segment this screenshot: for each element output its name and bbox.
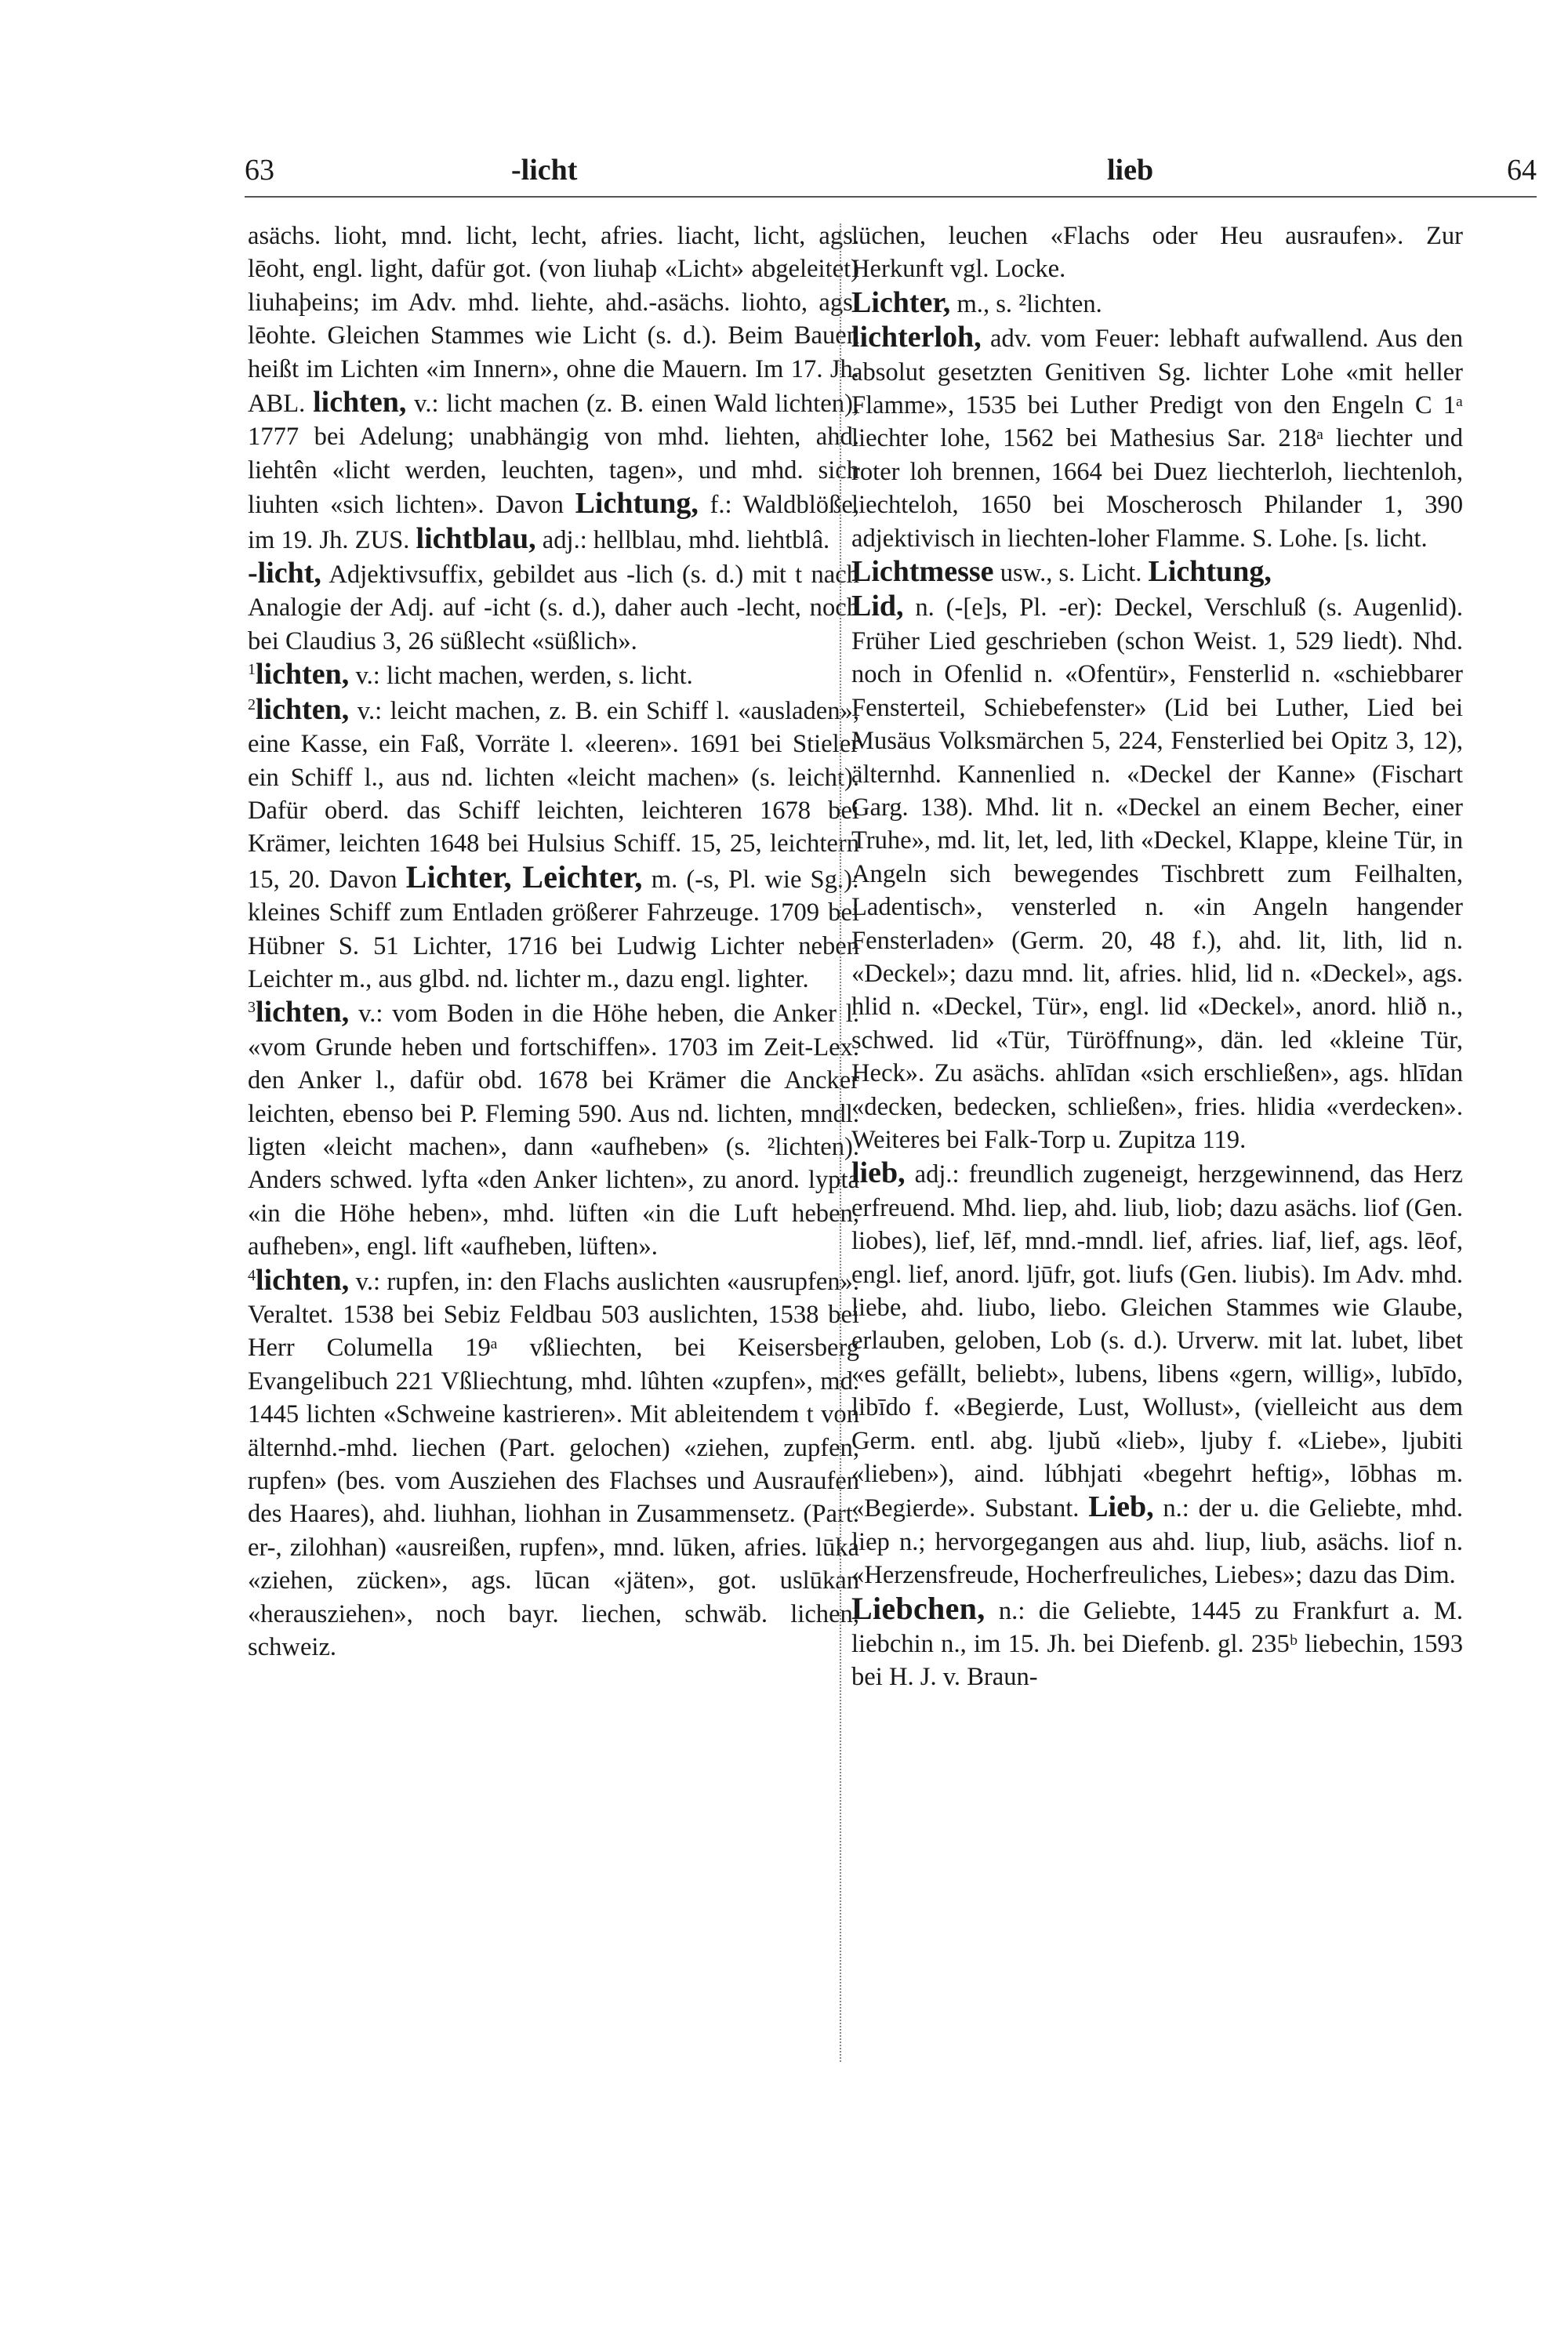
entry-licht-suffix: -licht, Adjektivsuffix, gebildet aus -lich (s. d.) mit t nach Analogie der Adj. auf -icht (s. d.), daher auch -lecht, noch bei Claudius 3, 26 süßlecht «süßlich». [248, 557, 859, 655]
entry-lichter: Lichter, m., s. ²lichten. [851, 285, 1102, 319]
entry-lichterloh: lichterloh, adv. vom Feuer: lebhaft aufwallend. Aus den absolut gesetzten Genitiven Sg. lichter Lohe «mit heller Flamme», 1535 bei Luther Predigt von den Engeln C 1ᵃ liechter lohe, 1562 bei Mathesius Sar. 218ᵃ liechter und roter loh brennen, 1664 bei Duez liechterloh, liechtenloh, liechteloh, 1650 bei Moscherosch Philander 1, 390 adjektivisch in liechten-loher Flamme. S. Lohe. [s. licht. [851, 321, 1463, 553]
column-divider [840, 223, 841, 2062]
header-rule [245, 196, 1537, 198]
headword-lid: Lid, [851, 590, 904, 623]
headword-lieb-noun: Lieb, [1088, 1490, 1154, 1524]
headword-lichtblau: lichtblau, [416, 521, 536, 555]
headword-liebchen: Liebchen, [851, 1590, 985, 1626]
headword-lichten-1: lichten, [256, 658, 350, 691]
headword-lichtung-ref: Lichtung, [1148, 555, 1272, 589]
entry-lichten-3: $^3$lichten, v.: vom Boden in die Höhe heben, die Anker l. «vom Grunde heben und fortschiffen». 1703 im Zeit-Lex. den Anker l., dafür obd. 1678 bei Krämer die Ancker leichten, ebenso bei P. Fleming 590. Aus nd. lichten, mndl. ligten «leicht machen», dann «aufheben» (s. ²lichten). Anders schwed. lyfta «den Anker lichten», zu anord. lypta «in die Höhe heben», mhd. lüften «in die Luft heben, aufheben», engl. lift «aufheben, lüften». [248, 996, 859, 1261]
entry-lichten-4: $^4$lichten, v.: rupfen, in: den Flachs auslichten «ausrupfen». Veraltet. 1538 bei Sebiz Feldbau 503 auslichten, 1538 bei Herr Columella 19ᵃ vßliechten, bei Keisersberg Evangelibuch 221 Vßliechtung, mhd. lûhten «zupfen», md. 1445 lichten «Schweine kastrieren». Mit ableitendem t von älternhd.-mhd. liechen (Part. gelochen) «ziehen, zupfen, rupfen» (bes. vom Ausziehen des Flachses und Ausraufen des Haares), ahd. liuhhan, liohhan in Zusammensetz. (Part. er-, zilohhan) «ausreißen, rupfen», mnd. lūken, afries. lūka «ziehen, zücken», ags. lūcan «jäten», got. uslūkan «herausziehen», noch bayr. liechen, schwäb. lichen, schweiz. [248, 1263, 859, 1662]
entry-lichten-1: $^1$lichten, v.: licht machen, werden, s. licht. [248, 658, 693, 691]
right-page-number: 64 [1507, 154, 1537, 187]
entry-lichtmesse: Lichtmesse usw., s. Licht. Lichtung, [851, 555, 1272, 589]
right-guide-word: lieb [1107, 154, 1154, 187]
left-column [248, 220, 859, 1664]
left-guide-word: -licht [511, 154, 578, 187]
entry-lid: Lid, n. (-[e]s, Pl. -er): Deckel, Verschluß (s. Augenlid). Früher Lied geschrieben (schon Weist. 1, 529 liedt). Nhd. noch in Ofenlid n. «Ofentür», Fensterlid n. «schiebbarer Fensterteil, Schiebefenster» (Lid bei Luther, Lied bei Musäus Volksmärchen 5, 224, Fensterlied bei Opitz 3, 12), älternhd. Kannenlied n. «Deckel der Kanne» (Fischart Garg. 138). Mhd. lit n. «Deckel an einem Becher, einer Truhe», md. lit, let, led, lith «Deckel, Klappe, kleine Tür, in Angeln sich bewegendes Tischbrett zum Feilhalten, Ladentisch», vensterled n. «in Angeln hangender Fensterladen» (Germ. 20, 48 f.), ahd. lit, lith, lid n. «Deckel»; dazu mnd. lit, afries. hlid, lid n. «Deckel», ags. hlid n. «Deckel, Tür», engl. lid «Deckel», anord. hlið n., schwed. lid «Tür, Türöffnung», dän. led «kleine Tür, Heck». Zu asächs. ahlīdan «sich erschließen», ags. hlīdan «decken, bedecken, schließen», fries. hlidia «verdecken». Weiteres bei Falk-Torp u. Zupitza 119. [851, 590, 1463, 1154]
headword-lichter: Lichter, [851, 285, 951, 319]
running-head [245, 153, 1537, 200]
headword-lichten-3: lichten, [256, 996, 350, 1029]
left-page-number: 63 [245, 154, 274, 187]
headword-lichtmesse: Lichtmesse [851, 555, 994, 589]
entry-licht-continued: asächs. lioht, mnd. licht, lecht, afries. liacht, licht, ags. lēoht, engl. light, dafür got. (von liuhaþ «Licht» abgeleitet) liuhaþeins; im Adv. mhd. liehte, ahd.-asächs. liohto, ags. lēohte. Gleichen Stammes wie Licht (s. d.). Beim Bauen heißt im Lichten «im Innern», ohne die Mauern. Im 17. Jh. ABL. lichten, v.: licht machen (z. B. einen Wald lichten), 1777 bei Adelung; unabhängig von mhd. liehten, ahd. liehtên «licht werden, leuchten, tagen», und mhd. sich liuhten «sich lichten». Davon Lichtung, f.: Waldblöße, im 19. Jh. ZUS. lichtblau, adj.: hellblau, mhd. liehtblâ. [248, 222, 859, 555]
entry-liebchen: Liebchen, n.: die Geliebte, 1445 zu Frankfurt a. M. liebchin n., im 15. Jh. bei Diefenb. gl. 235ᵇ liebechin, 1593 bei H. J. v. Braun- [851, 1590, 1463, 1692]
headword-lichtung: Lichtung, [575, 487, 699, 521]
headword-licht-suffix: -licht, [248, 557, 321, 590]
headword-lichten-4: lichten, [256, 1263, 350, 1297]
entry-lichten-2: $^2$lichten, v.: leicht machen, z. B. ein Schiff l. «ausladen», eine Kasse, ein Faß, Vorräte l. «leeren». 1691 bei Stieler ein Schiff l., aus nd. lichten «leicht machen» (s. leicht). Dafür oberd. das Schiff leichten, leichteren 1678 bei Krämer, leichten 1648 bei Hulsius Schiff. 15, 25, leichtern 15, 20. Davon Lichter, Leichter, m. (-s, Pl. wie Sg.): kleines Schiff zum Entladen größerer Fahrzeuge. 1709 bei Hübner S. 51 Lichter, 1716 bei Ludwig Lichter neben Leichter m., aus glbd. nd. lichter m., dazu engl. lighter. [248, 692, 859, 993]
entry-lieb: lieb, adj.: freundlich zugeneigt, herzgewinnend, das Herz erfreuend. Mhd. liep, ahd. liub, liob; dazu asächs. liof (Gen. liobes), lief, lēf, mnd.-mndl. lief, afries. liaf, lief, ags. lēof, engl. lief, anord. ljūfr, got. liufs (Gen. liubis). Im Adv. mhd. liebe, ahd. liubo, liebo. Gleichen Stammes wie Glaube, erlauben, geloben, Lob (s. d.). Urverw. mit lat. lubet, libet «es gefällt, beliebt», lubens, libens «gern, willig», lubīdo, libīdo f. «Begierde, Lust, Wollust», (vielleicht aus dem Germ. entl. abg. ljubŭ «lieb», ljuby f. «Liebe», ljubiti «lieben»), aind. lúbhjati «begehrt heftig», lōbhas m. «Begierde». Substant. Lieb, n.: der u. die Geliebte, mhd. liep n.; hervorgegangen aus ahd. liup, liub, asächs. liof n. «Herzensfreude, Hocherfreuliches, Liebes»; dazu das Dim. [851, 1156, 1463, 1590]
right-column [851, 220, 1463, 1694]
headword-lichterloh: lichterloh, [851, 321, 982, 354]
headword-lichten: lichten, [313, 386, 407, 419]
headword-lichter-leichter: Lichter, Leichter, [405, 858, 643, 895]
headword-lichten-2: lichten, [256, 692, 350, 726]
entry-lichten-4-continued: lüchen, leuchen «Flachs oder Heu ausraufen». Zur Herkunft vgl. Locke. [851, 222, 1463, 284]
headword-lieb: lieb, [851, 1156, 906, 1190]
